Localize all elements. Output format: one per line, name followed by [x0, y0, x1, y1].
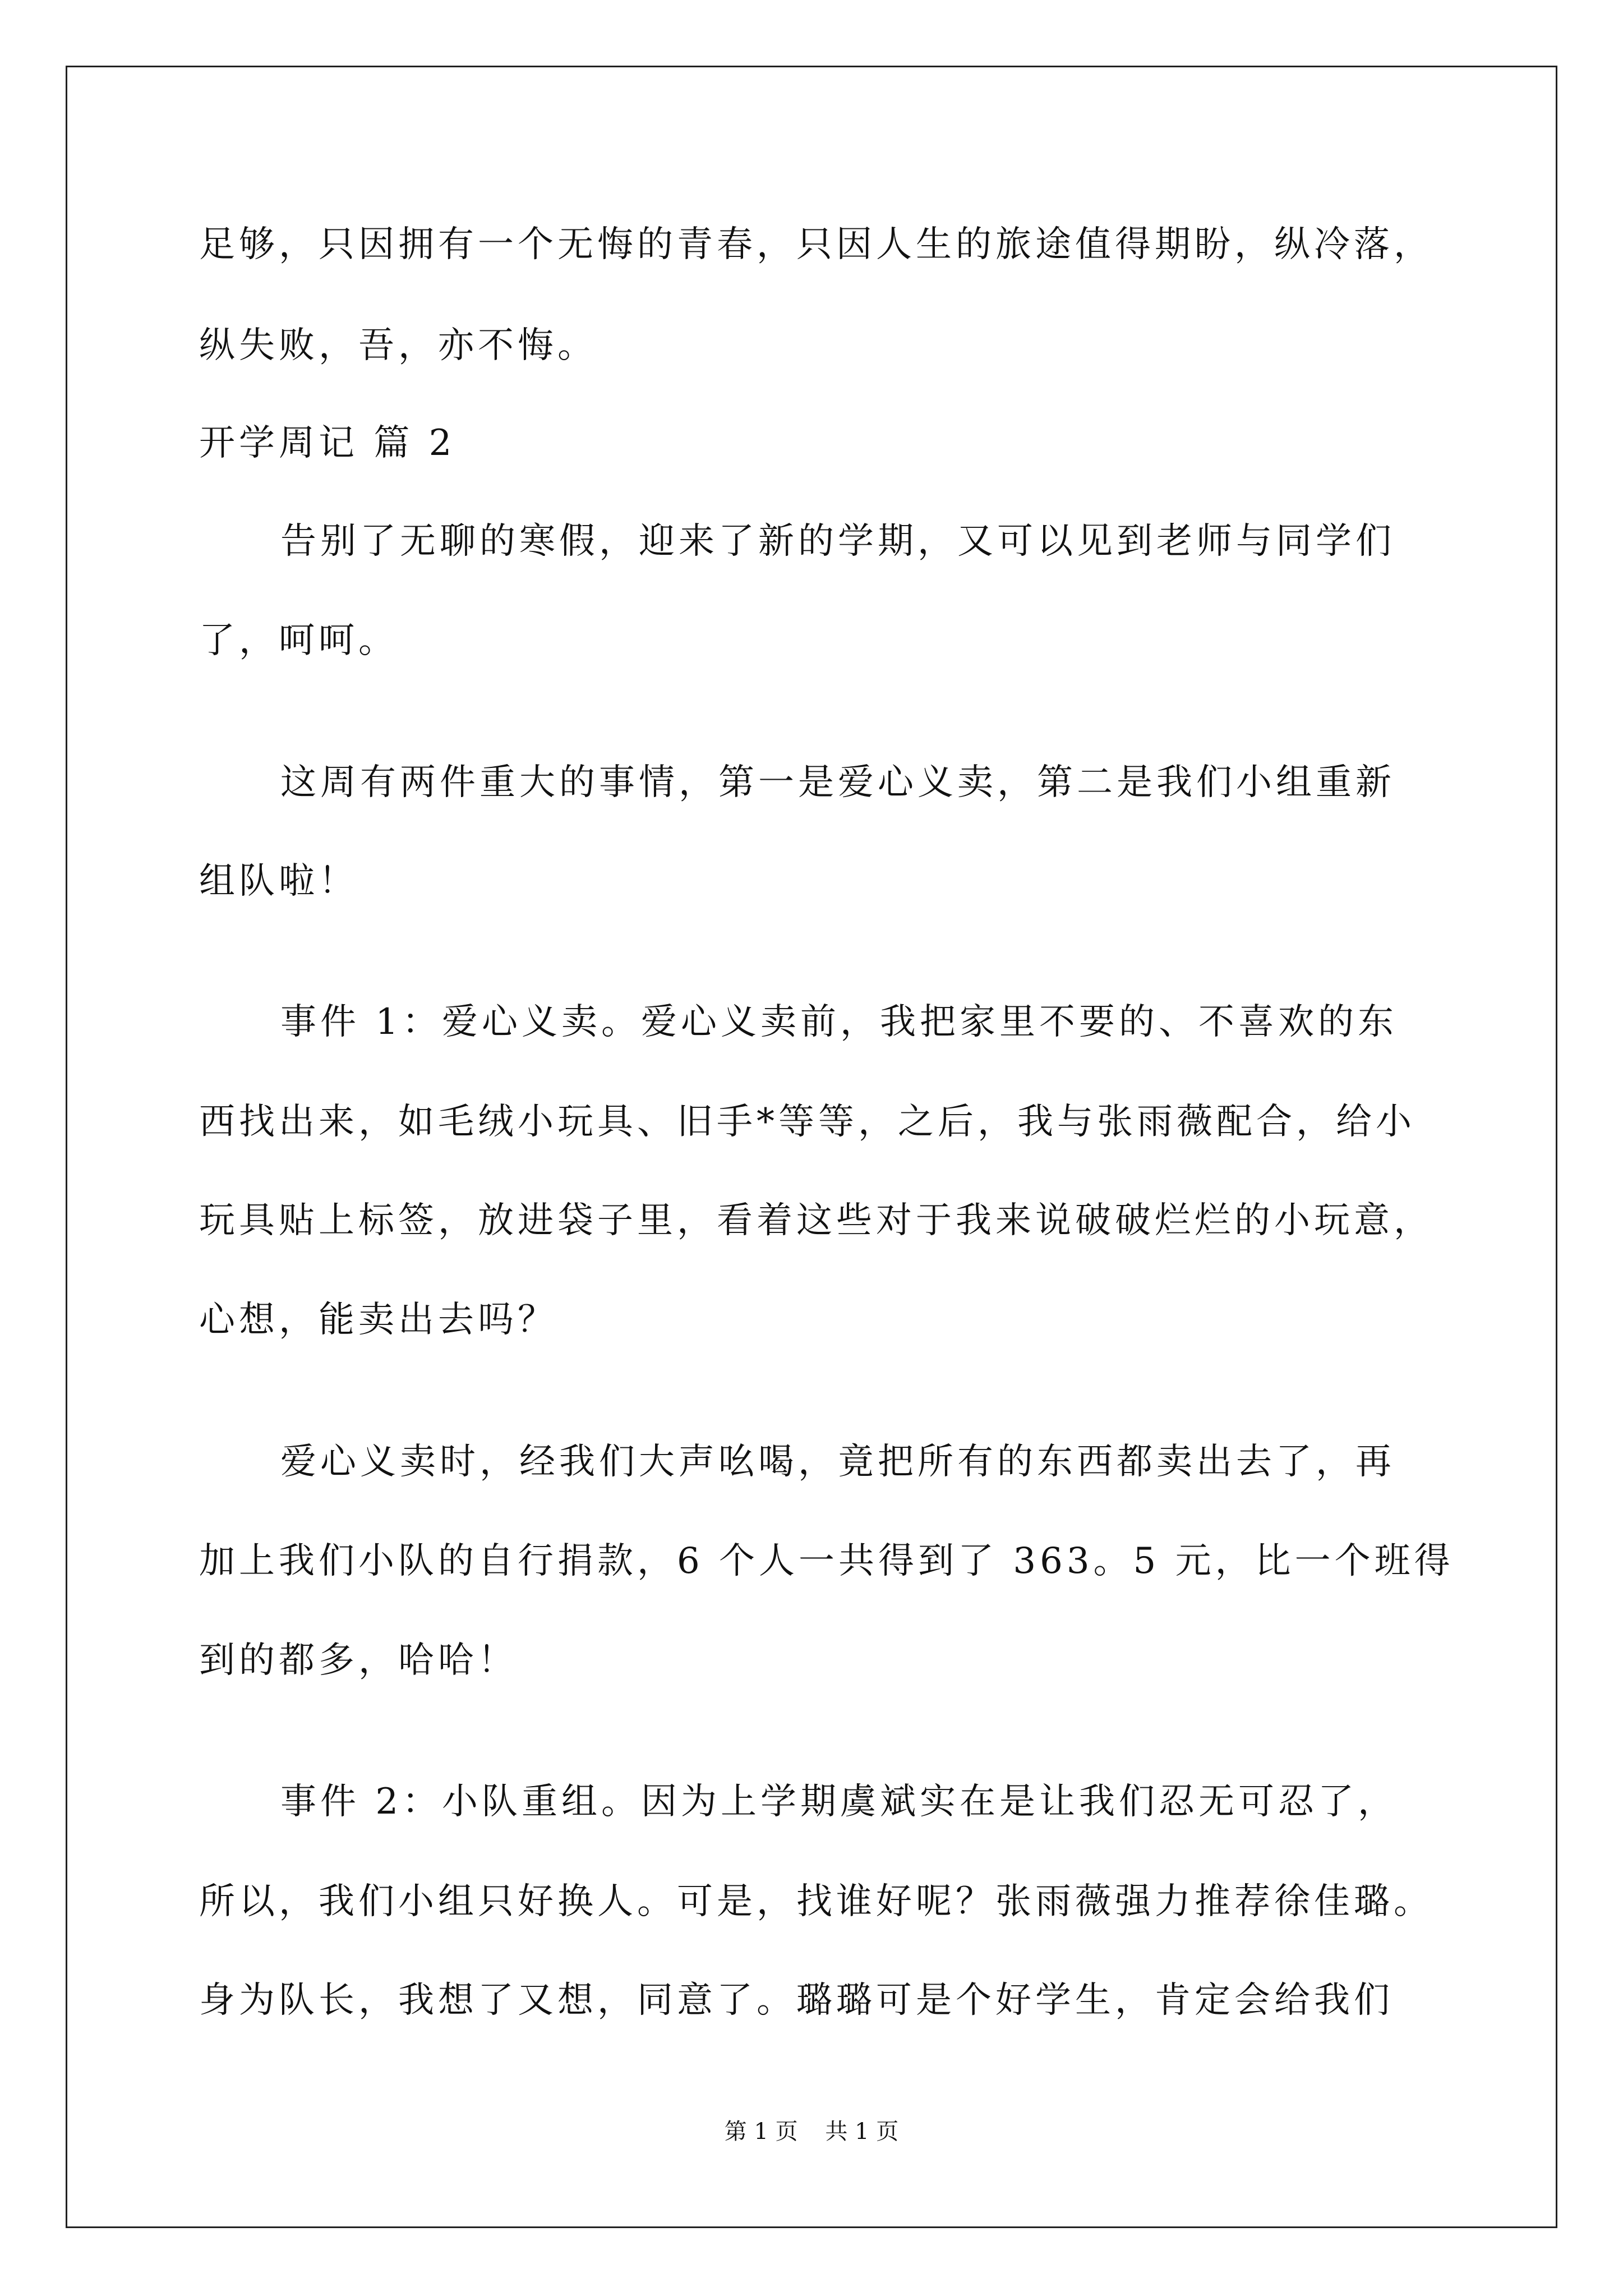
text-line: 纵失败，吾，亦不悔。 [199, 325, 597, 366]
page-footer [0, 2118, 1623, 2146]
paragraph-line: 事件 1：爱心义卖。爱心义卖前，我把家里不要的、不喜欢的东 [280, 1001, 1398, 1043]
paragraph-line: 事件 2：小队重组。因为上学期虞斌实在是让我们忍无可忍了， [280, 1781, 1398, 1823]
paragraph-line: 玩具贴上标签，放进袋子里，看着这些对于我来说破破烂烂的小玩意， [199, 1200, 1433, 1241]
paragraph-line: 组队啦！ [199, 861, 358, 902]
paragraph-line: 西找出来，如毛绒小玩具、旧手*等等，之后，我与张雨薇配合，给小 [199, 1101, 1415, 1143]
paragraph-line: 所以，我们小组只好换人。可是，找谁好呢？张雨薇强力推荐徐佳璐。 [199, 1881, 1433, 1922]
paragraph-line: 了，呵呵。 [199, 620, 398, 661]
section-title: 开学周记 篇 2 [199, 422, 456, 464]
paragraph-line: 身为队长，我想了又想，同意了。璐璐可是个好学生，肯定会给我们 [199, 1980, 1394, 2021]
paragraph-line: 心想，能卖出去吗？ [199, 1299, 557, 1341]
page-total: 共 1 页 [825, 2119, 899, 2145]
paragraph-line: 爱心义卖时，经我们大声吆喝，竟把所有的东西都卖出去了，再 [280, 1441, 1395, 1483]
paragraph-line: 这周有两件重大的事情，第一是爱心义卖，第二是我们小组重新 [280, 762, 1395, 803]
paragraph-line: 到的都多，哈哈！ [199, 1640, 518, 1681]
paragraph-line: 告别了无聊的寒假，迎来了新的学期，又可以见到老师与同学们 [280, 521, 1395, 562]
text-line: 足够，只因拥有一个无悔的青春，只因人生的旅途值得期盼，纵冷落， [199, 224, 1433, 265]
paragraph-line: 加上我们小队的自行捐款，6 个人一共得到了 363。5 元，比一个班得 [199, 1540, 1454, 1582]
page-number: 第 1 页 [724, 2119, 798, 2145]
